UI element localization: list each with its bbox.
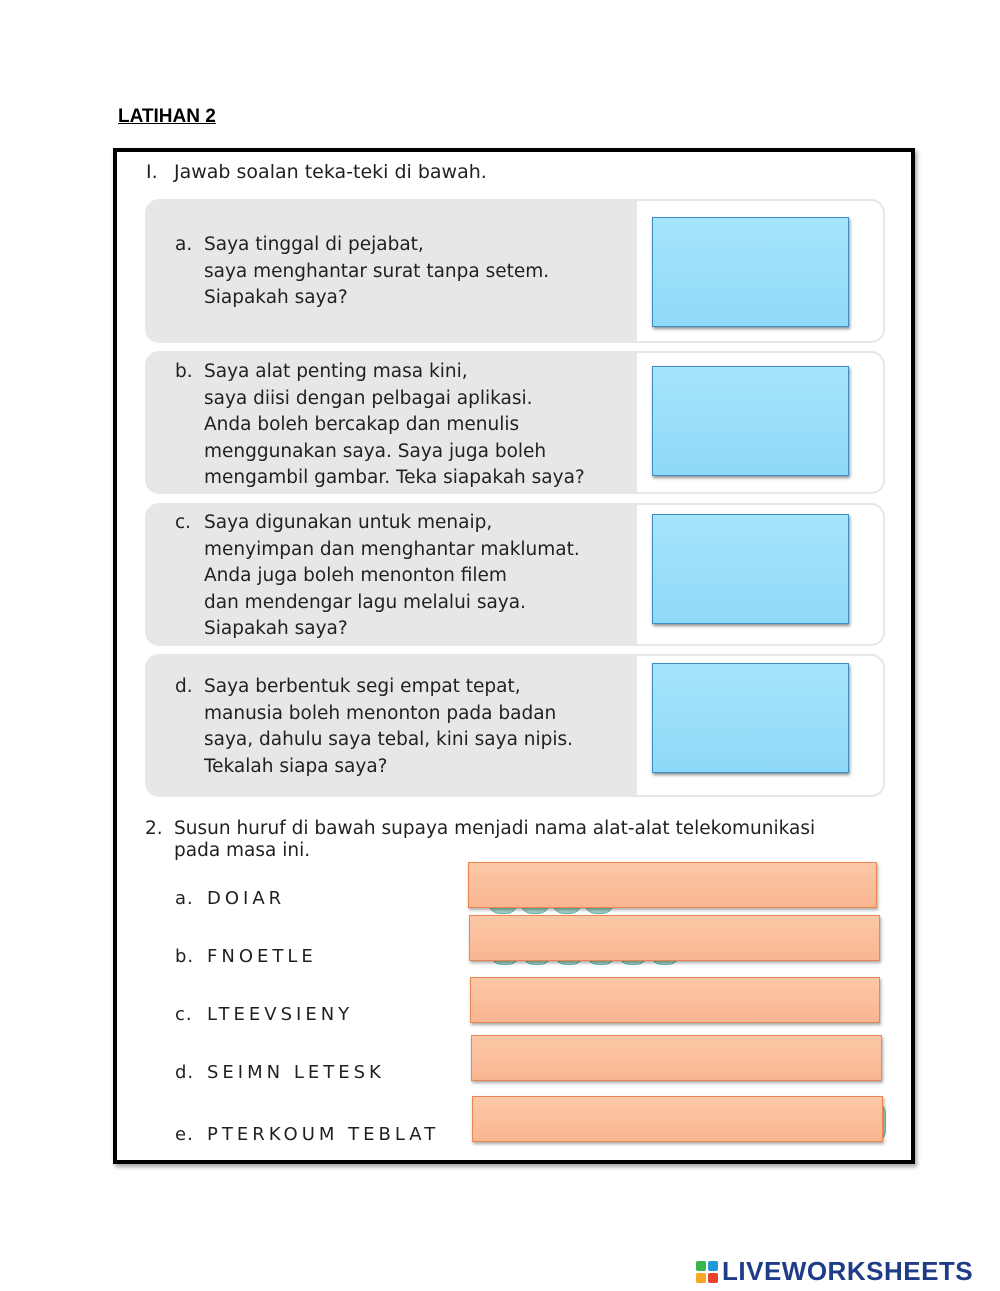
riddle-line: saya, dahulu saya tebal, kini saya nipis. (204, 729, 574, 751)
scramble-letter: d. (175, 1062, 195, 1083)
riddle-line: menggunakan saya. Saya juga boleh (204, 440, 547, 462)
scramble-word: FNOETLE (207, 946, 317, 967)
scramble-word: PTERKOUM TEBLAT (207, 1124, 440, 1145)
riddle-letter: c. (175, 512, 192, 533)
scramble-word: DOIAR (207, 888, 286, 909)
answer-input-b[interactable] (469, 915, 880, 961)
riddle-line: Siapakah saya? (204, 618, 348, 640)
answer-box-b[interactable] (652, 366, 849, 476)
scramble-item-b (175, 946, 317, 967)
scramble-item-a (175, 888, 285, 909)
riddle-line: manusia boleh menonton pada badan (204, 702, 557, 724)
riddle-line: Anda boleh bercakap dan menulis (204, 414, 520, 436)
riddle-letter: a. (175, 234, 193, 255)
riddle-line: menyimpan dan menghantar maklumat. (204, 538, 580, 560)
question-1-title (146, 161, 487, 183)
riddle-line: mengambil gambar. Teka siapakah saya? (204, 467, 585, 489)
riddle-line: Tekalah siapa saya? (204, 755, 388, 777)
question-2-instruction-line: pada masa ini. (174, 840, 311, 861)
answer-input-a[interactable] (468, 862, 877, 908)
answer-box-a[interactable] (652, 217, 849, 327)
riddle-line: Saya tinggal di pejabat, (204, 234, 424, 255)
question-2-number: 2. (145, 818, 163, 839)
riddle-d-text (175, 674, 625, 780)
riddle-line: Saya digunakan untuk menaip, (204, 512, 493, 533)
liveworksheets-logo (696, 1256, 973, 1287)
riddle-a-text (175, 232, 625, 312)
scramble-item-c (175, 1004, 353, 1025)
riddle-line: Siapakah saya? (204, 287, 348, 309)
scramble-item-e (175, 1124, 439, 1145)
answer-box-d[interactable] (652, 663, 849, 773)
scramble-word: SEIMN LETESK (207, 1062, 385, 1083)
scramble-letter: b. (175, 946, 195, 967)
riddle-b-text (175, 359, 625, 492)
question-1-instruction: Jawab soalan teka-teki di bawah. (174, 161, 487, 183)
scramble-word: LTEEVSIENY (207, 1004, 354, 1025)
riddle-line: Saya alat penting masa kini, (204, 361, 468, 382)
answer-input-c[interactable] (470, 977, 880, 1023)
riddle-line: Saya berbentuk segi empat tepat, (204, 676, 521, 697)
question-2-instruction-line: Susun huruf di bawah supaya menjadi nama alat-alat telekomunikasi (174, 818, 816, 839)
riddle-c-text (175, 510, 625, 643)
riddle-line: saya diisi dengan pelbagai aplikasi. (204, 387, 533, 409)
scramble-letter: e. (175, 1124, 194, 1145)
logo-icon (696, 1261, 718, 1283)
question-1-number: I. (146, 161, 158, 183)
riddle-line: saya menghantar surat tanpa setem. (204, 260, 550, 282)
logo-text: LIVEWORKSHEETS (722, 1256, 974, 1286)
riddle-letter: d. (175, 676, 193, 697)
scramble-letter: a. (175, 888, 194, 909)
scramble-item-d (175, 1062, 385, 1083)
riddle-line: Anda juga boleh menonton filem (204, 565, 507, 587)
scramble-letter: c. (175, 1004, 193, 1025)
page-heading: LATIHAN 2 (118, 106, 216, 127)
answer-input-d[interactable] (471, 1035, 882, 1081)
riddle-letter: b. (175, 361, 193, 382)
question-2-title (145, 818, 875, 862)
riddle-line: dan mendengar lagu melalui saya. (204, 591, 526, 613)
answer-box-c[interactable] (652, 514, 849, 624)
answer-input-e[interactable] (472, 1096, 883, 1142)
